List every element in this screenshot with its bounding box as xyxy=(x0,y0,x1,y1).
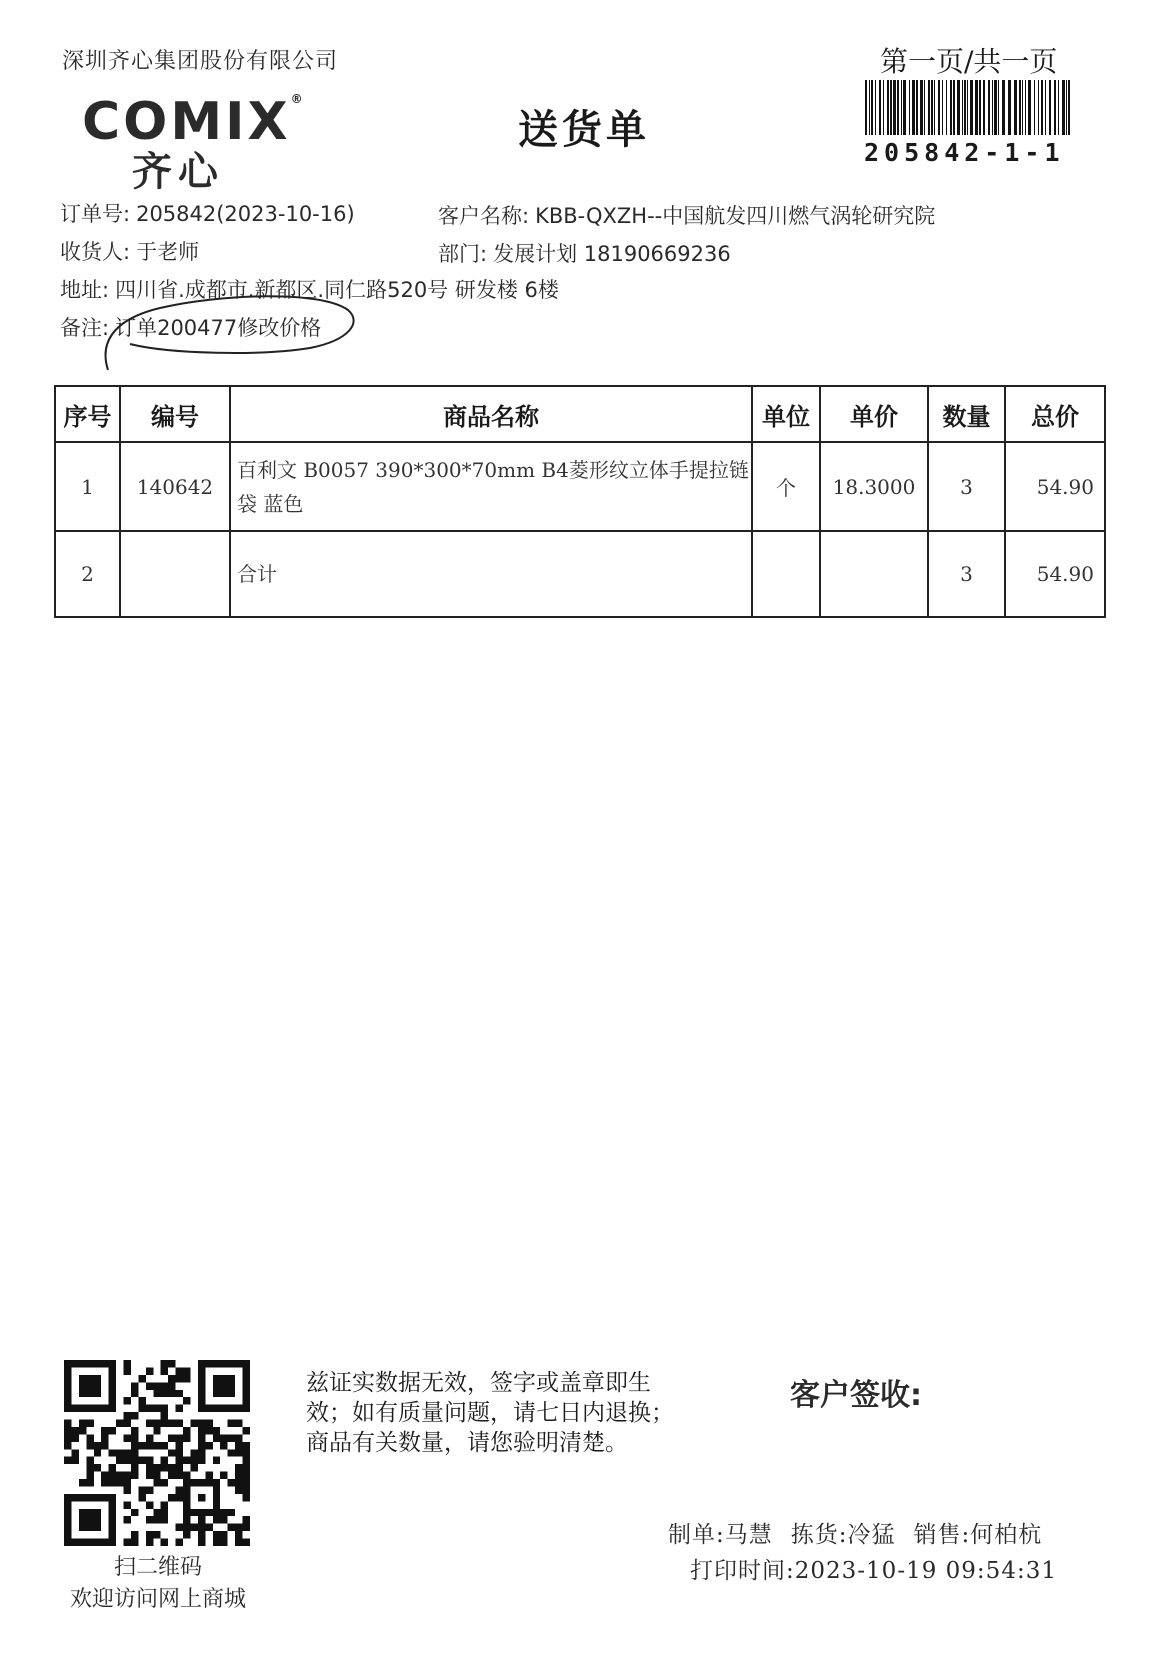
cell-code: 140642 xyxy=(120,442,230,531)
order-number-line xyxy=(60,198,355,228)
registered-mark-icon: ® xyxy=(290,92,306,106)
remark-value: 订单200477修改价格 xyxy=(115,316,322,340)
cell-product-name: 百利文 B0057 390*300*70mm B4菱形纹立体手提拉链袋 蓝色 xyxy=(230,442,752,531)
document-title: 送货单 xyxy=(518,107,650,153)
qr-caption xyxy=(54,1552,262,1616)
cell-total: 54.90 xyxy=(1005,442,1105,531)
header-product-name: 商品名称 xyxy=(230,386,752,442)
cell-total: 54.90 xyxy=(1005,531,1105,617)
barcode-number: 205842-1-1 xyxy=(864,138,1065,167)
page-info: 第一页/共一页 xyxy=(880,45,1058,78)
notice-line-2: 效；如有质量问题，请七日内退换； xyxy=(306,1400,674,1426)
customer-signature-label: 客户签收: xyxy=(790,1378,922,1413)
notice-text xyxy=(306,1368,674,1458)
table-header-row xyxy=(55,386,1105,442)
cell-seq: 1 xyxy=(55,442,120,531)
department-value: 发展计划 18190669236 xyxy=(493,242,731,266)
order-number-label: 订单号: xyxy=(60,202,131,226)
customer-label: 客户名称: xyxy=(438,204,530,228)
cell-unit: 个 xyxy=(752,442,820,531)
header-unit: 单位 xyxy=(752,386,820,442)
sales: 销售:何柏杭 xyxy=(913,1522,1043,1548)
cell-seq: 2 xyxy=(55,531,120,617)
customer-line xyxy=(438,200,935,230)
cell-unit-price: 18.3000 xyxy=(820,442,928,531)
cell-quantity: 3 xyxy=(928,442,1005,531)
qr-code-icon xyxy=(64,1360,250,1546)
department-line xyxy=(438,238,731,268)
cell-quantity: 3 xyxy=(928,531,1005,617)
staff-line xyxy=(668,1516,1060,1549)
department-label: 部门: xyxy=(438,242,488,266)
logo-chinese: 齐心 xyxy=(132,149,224,195)
header-code: 编号 xyxy=(120,386,230,442)
remark-label: 备注: xyxy=(60,316,110,340)
cell-unit-price xyxy=(820,531,928,617)
logo-text: COMIX xyxy=(82,92,291,152)
barcode-icon xyxy=(865,80,1070,135)
handwritten-circle-mark xyxy=(100,290,360,374)
header-quantity: 数量 xyxy=(928,386,1005,442)
maker: 制单:马慧 xyxy=(668,1522,773,1548)
notice-line-3: 商品有关数量，请您验明清楚。 xyxy=(306,1430,628,1456)
notice-line-1: 兹证实数据无效，签字或盖章即生 xyxy=(306,1370,651,1396)
qr-caption-line-1: 扫二维码 xyxy=(113,1555,202,1580)
items-table xyxy=(54,385,1106,618)
receiver-line xyxy=(60,236,199,266)
cell-product-name: 合计 xyxy=(230,531,752,617)
table-row xyxy=(55,442,1105,531)
address-label: 地址: xyxy=(60,278,110,302)
address-value: 四川省.成都市.新都区.同仁路520号 研发楼 6楼 xyxy=(115,278,559,302)
receiver-name: 于老师 xyxy=(136,240,200,264)
header-unit-price: 单价 xyxy=(820,386,928,442)
qr-caption-line-2: 欢迎访问网上商城 xyxy=(69,1587,246,1612)
company-name: 深圳齐心集团股份有限公司 xyxy=(62,49,339,74)
cell-code xyxy=(120,531,230,617)
header-seq: 序号 xyxy=(55,386,120,442)
order-number: 205842(2023-10-16) xyxy=(136,202,355,226)
header-total: 总价 xyxy=(1005,386,1105,442)
customer-name: KBB-QXZH--中国航发四川燃气涡轮研究院 xyxy=(535,204,936,228)
print-time: 打印时间:2023-10-19 09:54:31 xyxy=(690,1558,1057,1584)
picker: 拣货:冷猛 xyxy=(790,1522,896,1548)
cell-unit xyxy=(752,531,820,617)
table-row xyxy=(55,531,1105,617)
receiver-label: 收货人: xyxy=(60,240,131,264)
